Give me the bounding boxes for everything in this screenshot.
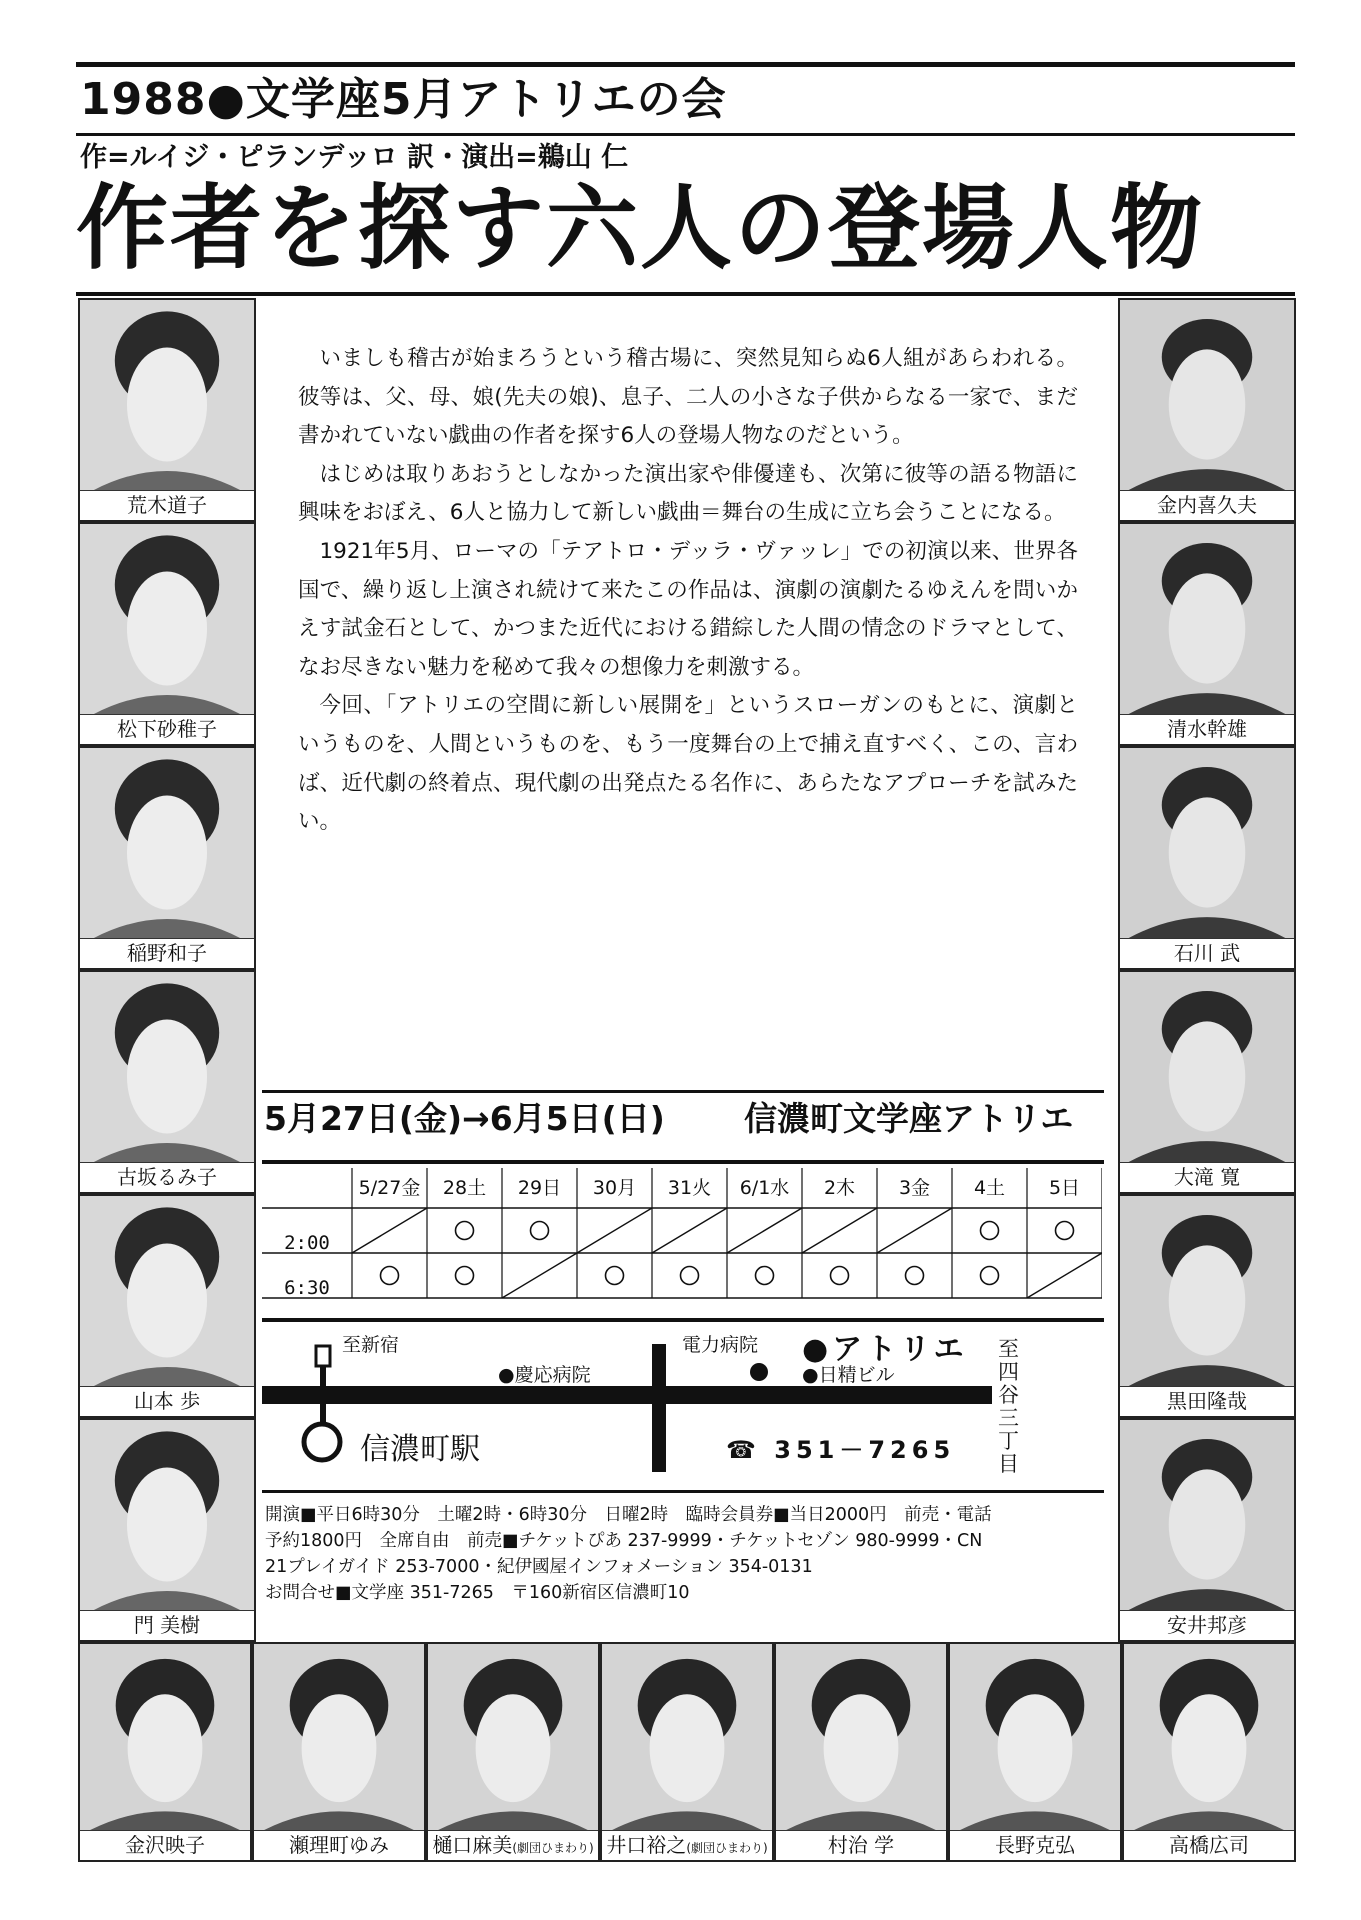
time-label: 6:30 bbox=[284, 1277, 330, 1299]
cast-photo bbox=[80, 1420, 254, 1611]
cast-name: 清水幹雄 bbox=[1167, 717, 1247, 741]
performance-circle bbox=[456, 1222, 474, 1240]
cast-name: 荒木道子 bbox=[127, 493, 207, 517]
map-label-to-shinjuku: 至新宿 bbox=[342, 1334, 400, 1356]
cast-name: 山本 歩 bbox=[133, 1389, 201, 1413]
cast-affiliation: (劇団ひまわり) bbox=[686, 1841, 768, 1855]
cast-name: 黒田隆哉 bbox=[1167, 1389, 1247, 1413]
cast-tile bbox=[78, 1194, 256, 1418]
series-title: 1988●文学座5月アトリエの会 bbox=[80, 74, 727, 125]
cast-name bbox=[80, 1830, 250, 1860]
perf-top-rule bbox=[262, 1090, 1104, 1093]
header-bottom-rule bbox=[76, 292, 1295, 296]
credits: 作=ルイジ・ピランデッロ 訳・演出=鵜山 仁 bbox=[80, 142, 629, 173]
cast-name: 石川 武 bbox=[1173, 941, 1241, 965]
cast-name: 金内喜久夫 bbox=[1157, 493, 1257, 517]
cast-photo bbox=[80, 1644, 250, 1831]
cast-tile bbox=[774, 1642, 948, 1862]
no-performance-slash bbox=[652, 1208, 727, 1253]
cast-tile bbox=[78, 522, 256, 746]
header-mid-rule bbox=[76, 133, 1295, 136]
cast-photo bbox=[1120, 300, 1294, 491]
day-header: 5/27金 bbox=[358, 1177, 421, 1199]
no-performance-slash bbox=[727, 1208, 802, 1253]
no-performance-slash bbox=[1027, 1253, 1102, 1298]
info-line: お問合せ■文学座 351-7265 〒160新宿区信濃町10 bbox=[265, 1583, 690, 1603]
cast-tile bbox=[1118, 746, 1296, 970]
cast-name: 古坂るみ子 bbox=[117, 1165, 217, 1189]
cast-photo bbox=[1120, 748, 1294, 939]
ticket-info bbox=[265, 1502, 1105, 1606]
cast-name-text: 瀬理町ゆみ bbox=[289, 1833, 389, 1857]
no-performance-slash bbox=[577, 1208, 652, 1253]
synopsis-paragraph: いましも稽古が始まろうという稽古場に、突然見知らぬ6人組があらわれる。彼等は、父、母、娘(先夫の娘)、息子、二人の小さな子供からなる一家で、まだ書かれていない戯曲の作者を探す6人の登場人物なのだという。 bbox=[298, 346, 1078, 449]
cast-photo bbox=[1124, 1644, 1294, 1831]
cast-name bbox=[776, 1830, 946, 1860]
map-label-to-yotsuya: 至四谷三丁目 bbox=[998, 1337, 1019, 1476]
performance-circle bbox=[456, 1267, 474, 1285]
cast-photo bbox=[1120, 1196, 1294, 1387]
cast-photo bbox=[80, 1196, 254, 1387]
day-header: 30月 bbox=[592, 1177, 637, 1199]
venue-name: 信濃町文学座アトリエ bbox=[744, 1099, 1074, 1138]
map-label-atelier: ●アトリエ bbox=[802, 1332, 968, 1367]
performance-circle bbox=[681, 1267, 699, 1285]
cast-photo bbox=[80, 972, 254, 1163]
cast-name: 稲野和子 bbox=[127, 941, 207, 965]
cast-tile bbox=[1118, 970, 1296, 1194]
cast-name-text: 高橋広司 bbox=[1169, 1833, 1249, 1857]
cast-affiliation: (劇団ひまわり) bbox=[512, 1841, 594, 1855]
cast-name bbox=[1124, 1830, 1294, 1860]
day-header: 29日 bbox=[517, 1177, 562, 1199]
access-map bbox=[262, 1318, 1104, 1494]
cast-tile bbox=[948, 1642, 1122, 1862]
map-label-nissei-bldg: ●日精ビル bbox=[802, 1364, 895, 1386]
cast-name-text: 村治 学 bbox=[827, 1833, 895, 1857]
performance-circle bbox=[906, 1267, 924, 1285]
cast-name: 門 美樹 bbox=[133, 1613, 201, 1637]
performance-circle bbox=[981, 1267, 999, 1285]
cast-tile bbox=[78, 298, 256, 522]
cast-photo bbox=[1120, 524, 1294, 715]
time-label: 2:00 bbox=[284, 1232, 330, 1254]
performance-circle bbox=[1056, 1222, 1074, 1240]
info-line: 予約1800円 全席自由 前売■チケットぴあ 237-9999・チケットセゾン 980-9999・CN bbox=[265, 1531, 983, 1551]
cast-name bbox=[602, 1830, 772, 1860]
cast-tile bbox=[252, 1642, 426, 1862]
header-top-rule bbox=[76, 62, 1295, 67]
performance-circle bbox=[381, 1267, 399, 1285]
day-header: 5日 bbox=[1048, 1177, 1081, 1199]
no-performance-slash bbox=[352, 1208, 427, 1253]
map-label-station: 信濃町駅 bbox=[360, 1432, 480, 1467]
cast-name-text: 樋口麻美 bbox=[432, 1833, 513, 1857]
cast-photo bbox=[602, 1644, 772, 1831]
map-bottom-rule bbox=[262, 1490, 1104, 1493]
day-header: 31火 bbox=[667, 1177, 712, 1199]
synopsis-paragraph: 今回、「アトリエの空間に新しい展開を」というスローガンのもとに、演劇というものを、人間というものを、もう一度舞台の上で捕え直すべく、この、言わば、近代劇の終着点、現代劇の出発点たる名作に、あらたなアプローチを試みたい。 bbox=[298, 693, 1078, 835]
perf-mid-rule bbox=[262, 1160, 1104, 1164]
synopsis bbox=[298, 340, 1078, 842]
cast-name-text: 長野克弘 bbox=[995, 1833, 1075, 1857]
map-label-phone: ☎ 351－7265 bbox=[726, 1436, 956, 1464]
cast-tile bbox=[1118, 1194, 1296, 1418]
map-label-keio-hospital: ●慶応病院 bbox=[498, 1364, 591, 1386]
day-header: 3金 bbox=[898, 1177, 931, 1199]
schedule-table bbox=[262, 1168, 1102, 1308]
cast-photo bbox=[428, 1644, 598, 1831]
cast-tile bbox=[78, 746, 256, 970]
cast-name: 大滝 寛 bbox=[1173, 1165, 1241, 1189]
cast-tile bbox=[426, 1642, 600, 1862]
cast-tile bbox=[78, 970, 256, 1194]
performance-circle bbox=[606, 1267, 624, 1285]
cast-name bbox=[428, 1830, 598, 1860]
cast-tile bbox=[1122, 1642, 1296, 1862]
day-header: 4土 bbox=[973, 1177, 1006, 1199]
synopsis-paragraph: はじめは取りあおうとしなかった演出家や俳優達も、次第に彼等の語る物語に興味をおぼえ、6人と協力して新しい戯曲＝舞台の生成に立ち会うことになる。 bbox=[298, 461, 1078, 526]
performance-circle bbox=[531, 1222, 549, 1240]
cast-photo bbox=[1120, 1420, 1294, 1611]
info-line: 21プレイガイド 253-7000・紀伊國屋インフォメーション 354-0131 bbox=[265, 1557, 813, 1577]
cast-tile bbox=[600, 1642, 774, 1862]
cast-tile bbox=[78, 1642, 252, 1862]
cast-name: 松下砂稚子 bbox=[117, 717, 217, 741]
cast-photo bbox=[80, 300, 254, 491]
performance-circle bbox=[981, 1222, 999, 1240]
no-performance-slash bbox=[802, 1208, 877, 1253]
cast-name-text: 井口裕之 bbox=[606, 1833, 687, 1857]
cast-photo bbox=[254, 1644, 424, 1831]
performance-circle bbox=[756, 1267, 774, 1285]
cast-photo bbox=[776, 1644, 946, 1831]
cast-photo bbox=[80, 748, 254, 939]
cast-tile bbox=[1118, 1418, 1296, 1642]
day-header: 28土 bbox=[442, 1177, 487, 1199]
cast-photo bbox=[1120, 972, 1294, 1163]
cast-tile bbox=[1118, 298, 1296, 522]
synopsis-paragraph: 1921年5月、ローマの「テアトロ・デッラ・ヴァッレ」での初演以来、世界各国で、繰り返し上演され続けて来たこの作品は、演劇の演劇たるゆえんを問いかえす試金石として、かつまた近代における錯綜した人間の情念のドラマとして、なお尽きない魅力を秘めて我々の想像力を刺激する。 bbox=[298, 538, 1078, 680]
map-label-denryoku-hospital: 電力病院 bbox=[682, 1334, 759, 1356]
cast-tile bbox=[1118, 522, 1296, 746]
no-performance-slash bbox=[502, 1253, 577, 1298]
cast-name-text: 金沢映子 bbox=[125, 1833, 205, 1857]
info-line: 開演■平日6時30分 土曜2時・6時30分 日曜2時 臨時会員券■当日2000円 前売・電話 bbox=[265, 1505, 992, 1525]
day-header: 2木 bbox=[823, 1177, 856, 1199]
performance-dates: 5月27日(金)→6月5日(日) bbox=[264, 1099, 665, 1138]
day-header: 6/1水 bbox=[739, 1177, 790, 1199]
play-title: 作者を探す六人の登場人物 bbox=[76, 175, 1205, 282]
cast-name bbox=[254, 1830, 424, 1860]
performance-circle bbox=[831, 1267, 849, 1285]
cast-tile bbox=[78, 1418, 256, 1642]
cast-name: 安井邦彦 bbox=[1167, 1613, 1247, 1637]
cast-name bbox=[950, 1830, 1120, 1860]
cast-photo bbox=[80, 524, 254, 715]
no-performance-slash bbox=[877, 1208, 952, 1253]
cast-photo bbox=[950, 1644, 1120, 1831]
